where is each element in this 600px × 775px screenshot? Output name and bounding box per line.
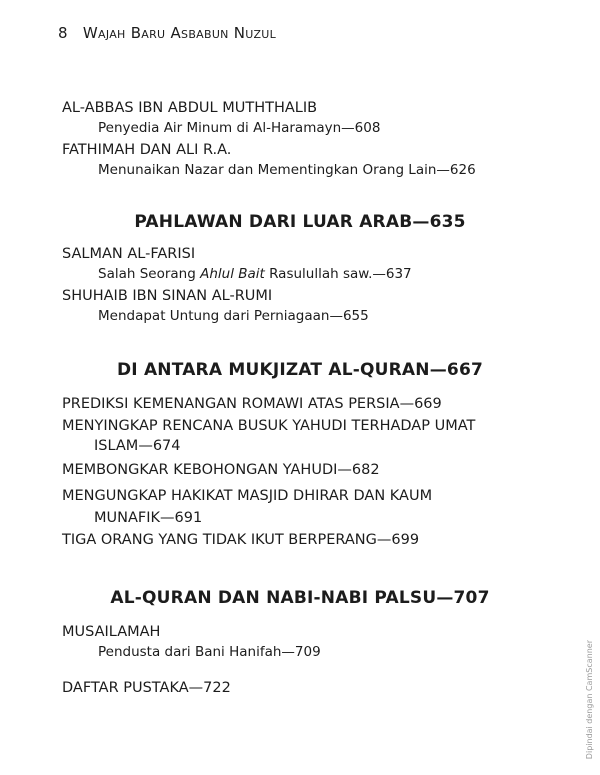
- toc-sub-shuhaib: Mendapat Untung dari Perniagaan—655: [98, 308, 369, 324]
- salman-sub-pre: Salah Seorang: [98, 266, 201, 282]
- toc-entry-salman: SALMAN AL-FARISI: [62, 246, 196, 262]
- toc-entry-menyingkap: MENYINGKAP RENCANA BUSUK YAHUDI TERHADAP UMAT: [62, 418, 476, 434]
- toc-entry-abbas: AL-ABBAS IBN ABDUL MUTHTHALIB: [62, 100, 318, 116]
- section-heading-mukjizat: DI ANTARA MUKJIZAT AL-QURAN—667: [116, 360, 484, 380]
- book-title: Wajah Baru Asbabun Nuzul: [82, 24, 277, 42]
- section-heading-nabi-palsu: AL-QURAN DAN NABI-NABI PALSU—707: [110, 588, 490, 608]
- toc-entry-fathimah: FATHIMAH DAN ALI R.A.: [62, 142, 232, 158]
- salman-sub-italic: Ahlul Bait: [200, 266, 265, 282]
- page-header: [58, 24, 276, 42]
- toc-sub-musailamah: Pendusta dari Bani Hanifah—709: [98, 644, 321, 660]
- toc-sub-fathimah: Menunaikan Nazar dan Mementingkan Orang Lain—626: [98, 162, 476, 178]
- toc-entry-mengungkap-cont: MUNAFIK—691: [94, 510, 203, 526]
- scanner-watermark: Dipindai dengan CamScanner: [585, 640, 594, 760]
- page-number: 8: [58, 24, 68, 42]
- toc-sub-salman: [98, 264, 412, 284]
- toc-entry-shuhaib: SHUHAIB IBN SINAN AL-RUMI: [62, 288, 273, 304]
- toc-entry-mengungkap: MENGUNGKAP HAKIKAT MASJID DHIRAR DAN KAUM: [62, 488, 433, 504]
- toc-entry-musailamah: MUSAILAMAH: [62, 624, 161, 640]
- toc-entry-menyingkap-cont: ISLAM—674: [94, 438, 181, 454]
- toc-entry-membongkar: MEMBONGKAR KEBOHONGAN YAHUDI—682: [62, 462, 380, 478]
- section-heading-pahlawan: PAHLAWAN DARI LUAR ARAB—635: [134, 212, 466, 232]
- toc-entry-tiga: TIGA ORANG YANG TIDAK IKUT BERPERANG—699: [62, 532, 420, 548]
- toc-sub-abbas: Penyedia Air Minum di Al-Haramayn—608: [98, 120, 381, 136]
- salman-sub-post: Rasulullah saw.—637: [264, 266, 412, 282]
- toc-entry-daftar-pustaka: DAFTAR PUSTAKA—722: [62, 680, 231, 696]
- toc-entry-prediksi: PREDIKSI KEMENANGAN ROMAWI ATAS PERSIA—669: [62, 396, 442, 412]
